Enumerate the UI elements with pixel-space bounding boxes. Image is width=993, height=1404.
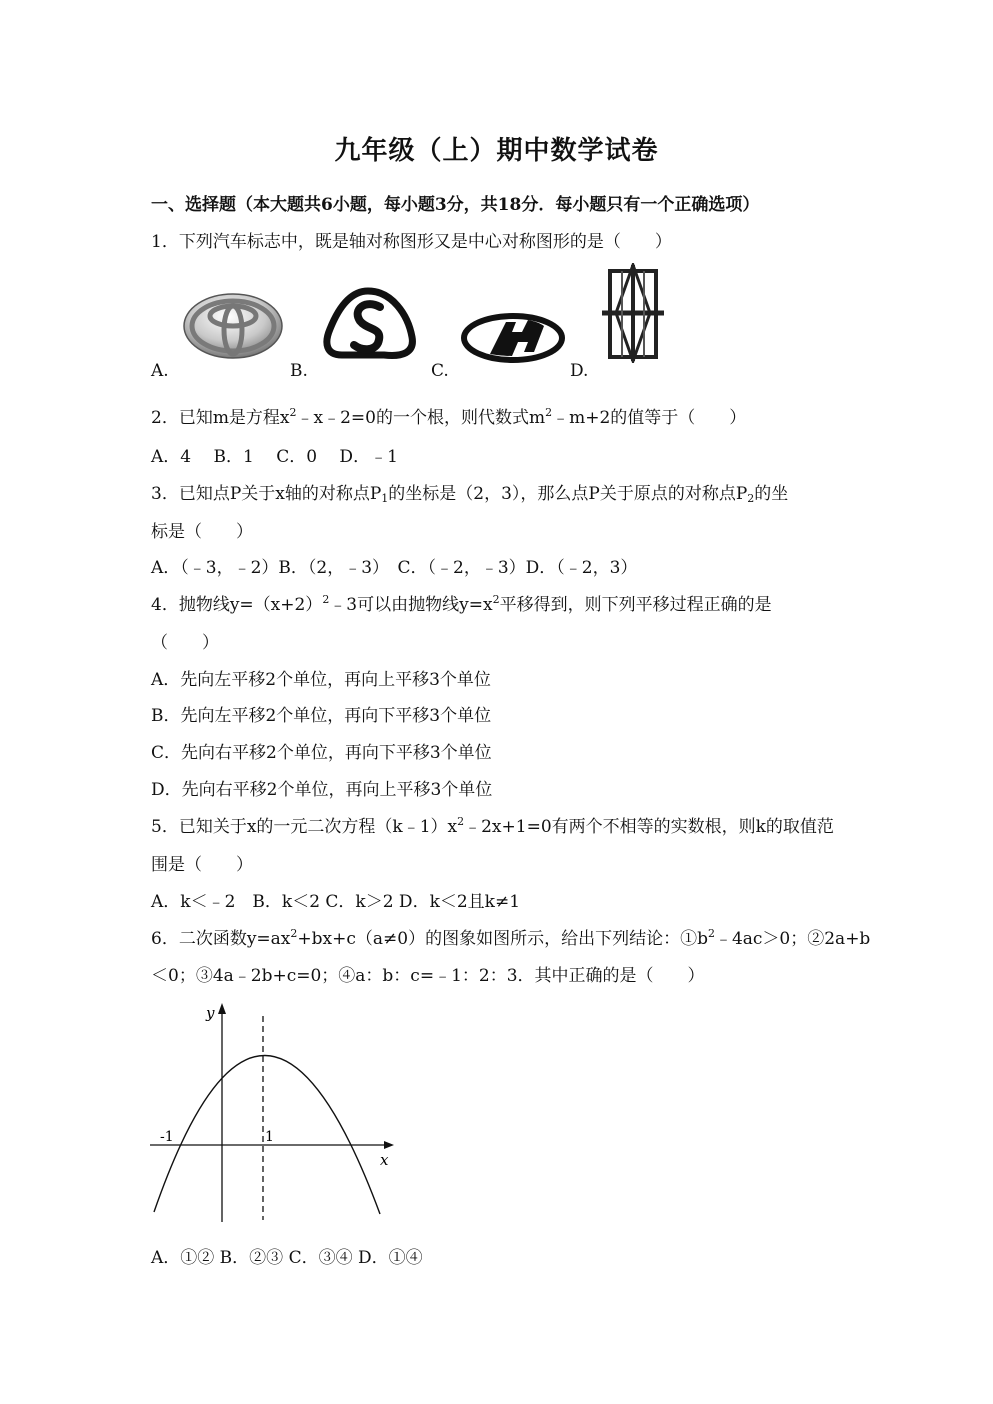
tick-label-one: 1 — [265, 1129, 274, 1145]
question-4-option-c: C．先向右平移2个单位，再向下平移3个单位 — [151, 743, 492, 763]
question-2-options: A．4 B．1 C．0 D．﹣1 — [151, 447, 398, 467]
question-2-stem: 2．已知m是方程$x^2﹣x﹣2=0$的一个根，则代数式$m^2﹣m+2$的值等于（ ） — [151, 406, 747, 428]
x-axis-label: x — [380, 1151, 389, 1169]
section-heading: 一、选择题（本大题共6小题，每小题3分，共18分．每小题只有一个正确选项） — [151, 195, 760, 215]
question-3-stem-line1: 3．已知点P关于x轴的对称点$P_1$的坐标是（2，3），那么点P关于原点的对称点$P_2$的坐 — [151, 484, 789, 505]
hyundai-logo-image — [460, 312, 566, 364]
question-4-option-b: B．先向左平移2个单位，再向下平移3个单位 — [151, 706, 492, 726]
option-c-label: C. — [431, 361, 449, 381]
question-6-options: A．①② B．②③ C．③④ D．①④ — [151, 1248, 423, 1268]
question-5-stem-line2: 围是（ ） — [151, 855, 253, 875]
lincoln-logo-image — [600, 263, 666, 363]
question-4-stem-line2: （ ） — [151, 633, 219, 653]
tick-label-neg-one: -1 — [160, 1129, 174, 1145]
page-title: 九年级（上）期中数学试卷 — [334, 136, 659, 166]
option-d-label: D. — [570, 361, 589, 381]
question-4-option-d: D．先向右平移2个单位，再向上平移3个单位 — [151, 780, 493, 800]
question-5-stem-line1: 5．已知关于x的一元二次方程$(k﹣1)x^2﹣2x+1=0$有两个不相等的实数根，则k的取值范 — [151, 815, 834, 837]
question-3-stem-line2: 标是（ ） — [151, 522, 253, 542]
option-a-label: A. — [151, 361, 169, 381]
toyota-logo-image — [182, 292, 284, 360]
question-6-stem-line1: 6．二次函数$y=ax^2+bx+c(a\ne 0)$的图象如图所示，给出下列结论：$①b^2﹣4ac>0$；②2a+b — [151, 927, 871, 949]
y-axis-label: y — [206, 1004, 215, 1022]
question-4-option-a: A．先向左平移2个单位，再向上平移3个单位 — [151, 670, 491, 690]
question-1-stem: 1．下列汽车标志中，既是轴对称图形又是中心对称图形的是（ ） — [151, 232, 672, 252]
question-5-options: A．k＜﹣2 B．k＜2 C．k＞2 D．k＜2且k≠1 — [151, 892, 521, 912]
question-6-stem-line2: ＜0；③4a﹣2b+c=0；④a：b：c=﹣1：2：3．其中正确的是（ ） — [151, 966, 705, 986]
question-3-options: A．（﹣3，﹣2）B．（2，﹣3） C．（﹣2，﹣3）D．（﹣2，3） — [151, 558, 638, 578]
parabola-graph — [148, 1000, 398, 1225]
question-4-stem-line1: 4．抛物线$y=(x+2)^2﹣3$可以由抛物线$y=x^2$平移得到，则下列平移过程正确的是 — [151, 593, 772, 615]
y-axis-arrow — [218, 1003, 226, 1014]
option-b-label: B. — [290, 361, 308, 381]
suzuki-style-logo-image — [322, 285, 417, 361]
x-axis-arrow — [384, 1141, 394, 1149]
